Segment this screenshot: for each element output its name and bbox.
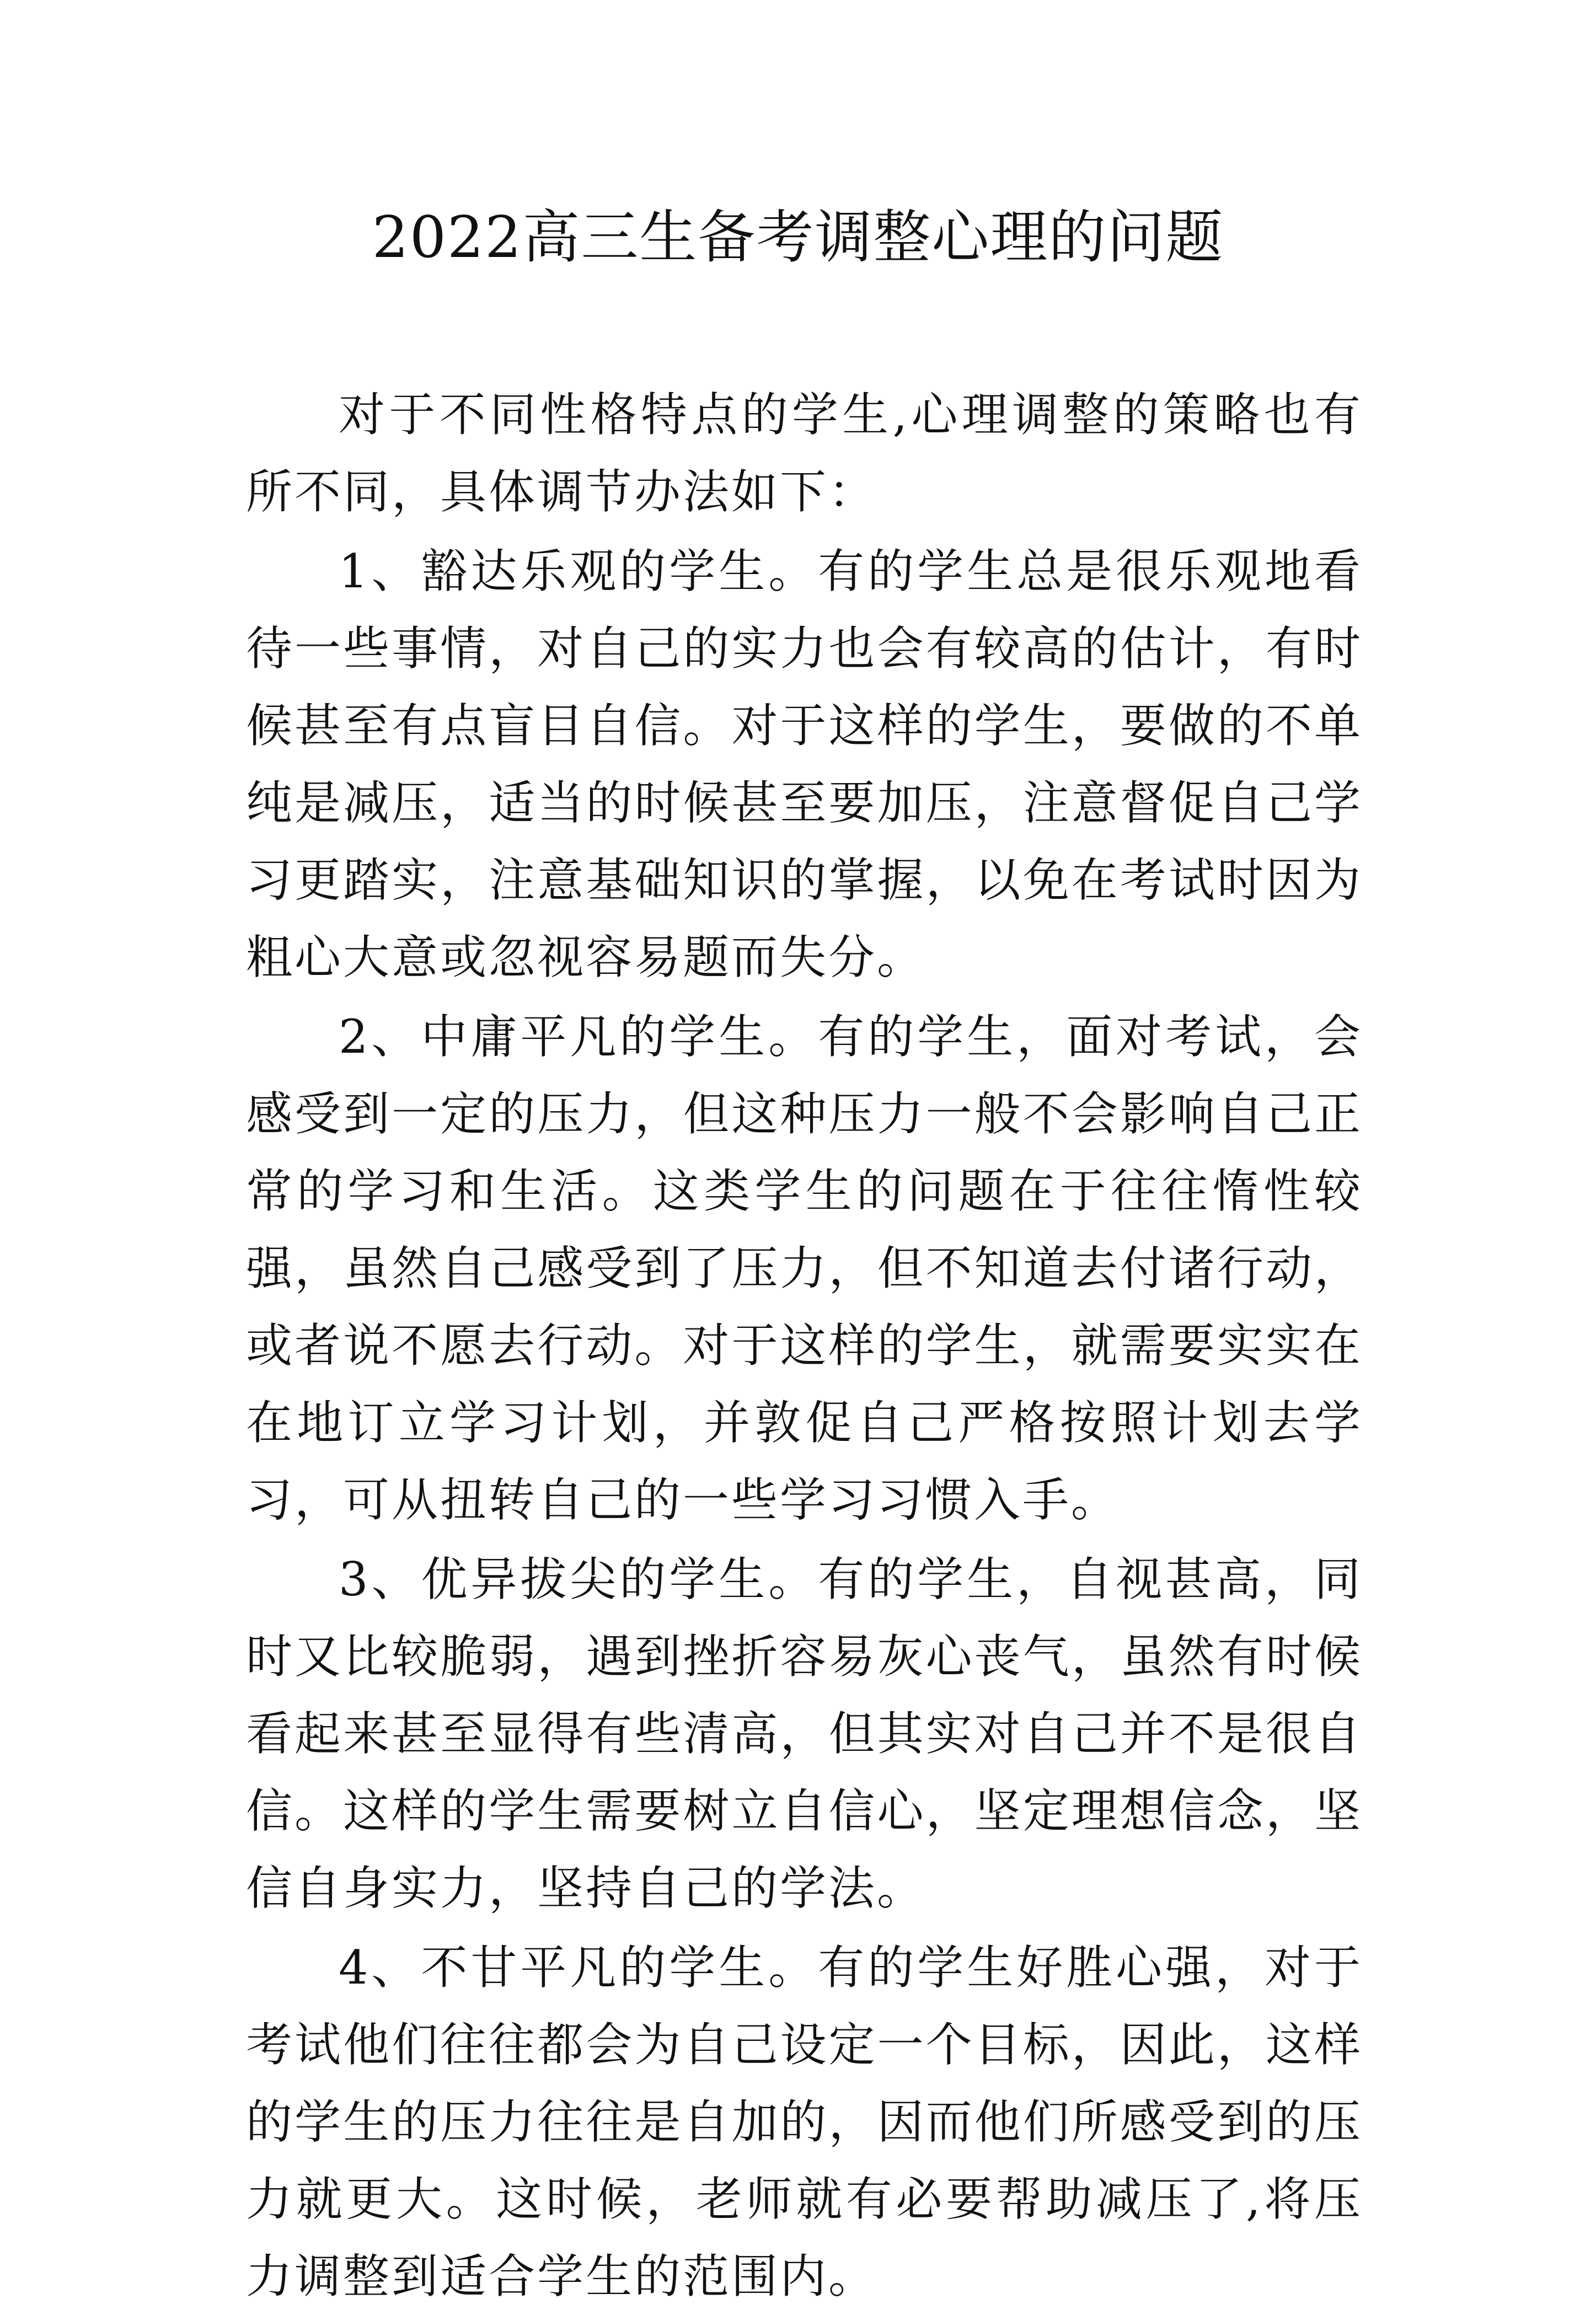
paragraph-average-students: 2、中庸平凡的学生。有的学生，面对考试，会感受到一定的压力，但这种压力一般不会影响自己正常的学习和生活。这类学生的问题在于往往惰性较强，虽然自己感受到了压力，但不知道去付诸行动，或者说不愿去行动。对于这样的学生，就需要实实在在地订立学习计划，并敦促自己严格按照计划去学习，可从扭转自己的一些学习习惯入手。 — [246, 1010, 1363, 1527]
paragraph-top-students: 3、优异拔尖的学生。有的学生，自视甚高，同时又比较脆弱，遇到挫折容易灰心丧气，虽然有时候看起来甚至显得有些清高，但其实对自己并不是很自信。这样的学生需要树立自信心，坚定理想信念，坚信自身实力，坚持自己的学法。 — [246, 1552, 1363, 1915]
document-body — [246, 376, 1363, 2315]
paragraph-ambitious-students: 4、不甘平凡的学生。有的学生好胜心强，对于考试他们往往都会为自己设定一个目标，因此，这样的学生的压力往往是自加的，因而他们所感受到的压力就更大。这时候，老师就有必要帮助减压了,将压力调整到适合学生的范围内。 — [246, 1941, 1363, 2303]
paragraph-intro: 对于不同性格特点的学生,心理调整的策略也有所不同，具体调节办法如下： — [246, 388, 1363, 519]
document-title: 2022高三生备考调整心理的问题 — [372, 203, 1224, 271]
paragraph-optimistic-students: 1、豁达乐观的学生。有的学生总是很乐观地看待一些事情，对自己的实力也会有较高的估计，有时候甚至有点盲目自信。对于这样的学生，要做的不单纯是减压，适当的时候甚至要加压，注意督促自己学习更踏实，注意基础知识的掌握，以免在考试时因为粗心大意或忽视容易题而失分。 — [246, 544, 1363, 984]
